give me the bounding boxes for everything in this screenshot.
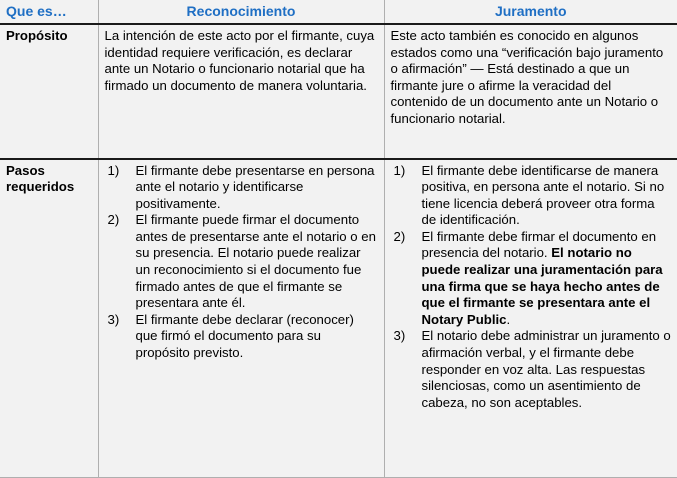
list-item-number: 3) xyxy=(393,328,406,344)
list-item xyxy=(105,312,378,362)
list-item xyxy=(391,163,672,229)
list-item-text: El firmante debe presentarse en persona ante el notario y identificarse positivamente. xyxy=(135,162,375,211)
list-item-text-plain: El firmante debe firmar el documento en presencia del notario. xyxy=(421,228,657,261)
list-item-number: 1) xyxy=(393,162,406,178)
list-item-number: 2) xyxy=(393,228,406,244)
cell-proposito-juramento xyxy=(384,24,677,159)
list-item xyxy=(391,229,672,329)
list-item-text: El firmante debe identificarse de manera positiva, en persona ante el notario. Si no tiene licencia deberá proveer otra forma de identificación. xyxy=(421,162,665,228)
proposito-reconocimiento-text: La intención de este acto por el firmante, cuya identidad requiere verificación, es declarar ante un Notario o funcionario notarial que ha firmado un documento de manera voluntaria. xyxy=(104,28,375,93)
column-header-que-es: Que es… xyxy=(0,0,98,24)
table-header-row xyxy=(0,0,677,24)
proposito-juramento-text: Este acto también es conocido en algunos estados como una “verificación bajo juramento o afirmación” — Está destinado a que un firmante jure o afirme la veracidad del contenido de un documento ante un Notario o funcionario notarial. xyxy=(390,28,664,126)
table-row-proposito xyxy=(0,24,677,159)
list-item-text: El firmante puede firmar el documento antes de presentarse ante el notario o en su presencia. El notario puede realizar un reconocimiento si el documento fue firmado antes de que el firmante se presentara ante él. xyxy=(135,212,376,311)
cell-pasos-reconocimiento xyxy=(98,159,384,478)
list-item-text-emphasis: El notario no puede realizar una juramentación para una firma que se haya hecho antes de que el firmante se presentara ante el Notary Public xyxy=(421,245,663,327)
list-item-number: 1) xyxy=(107,162,120,178)
cell-proposito-reconocimiento xyxy=(98,24,384,159)
column-header-juramento: Juramento xyxy=(384,0,677,24)
column-header-reconocimiento: Reconocimiento xyxy=(98,0,384,24)
list-item-number: 3) xyxy=(107,311,120,327)
table-body xyxy=(0,24,677,478)
table-row-pasos-requeridos xyxy=(0,159,677,478)
steps-list-reconocimiento xyxy=(105,163,378,362)
steps-list-juramento xyxy=(391,163,672,412)
list-item xyxy=(105,212,378,312)
cell-pasos-juramento xyxy=(384,159,677,478)
table-header xyxy=(0,0,677,24)
list-item-number: 2) xyxy=(107,212,120,228)
list-item xyxy=(391,328,672,411)
list-item xyxy=(105,163,378,213)
list-item-text: El firmante debe declarar (reconocer) que firmó el documento para su propósito previsto. xyxy=(135,311,354,361)
list-item-text: El notario debe administrar un juramento o afirmación verbal, y el firmante debe responder en voz alta. Las respuestas silenciosas, como un asentimiento de cabeza, no son aceptables. xyxy=(421,328,671,410)
row-label-proposito: Propósito xyxy=(0,24,98,159)
row-label-pasos-requeridos: Pasos requeridos xyxy=(0,159,98,478)
list-item-text-trailing: . xyxy=(506,311,511,327)
